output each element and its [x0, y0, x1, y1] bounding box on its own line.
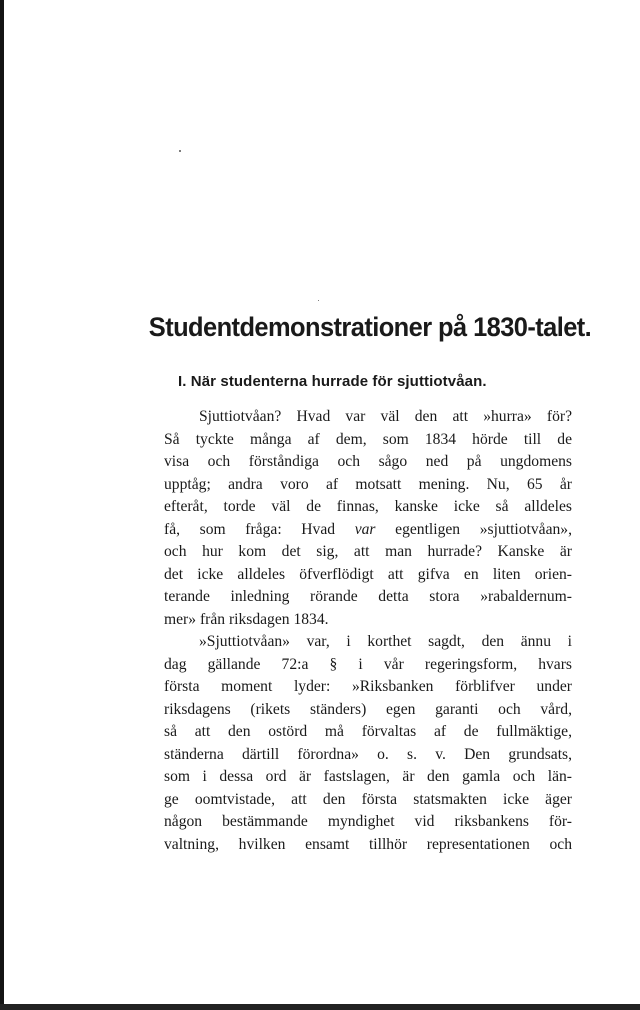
chapter-title: Studentdemonstrationer på 1830-talet.: [148, 312, 592, 342]
text-line: efteråt, torde väl de finnas, kanske icke så alldeles: [164, 498, 572, 515]
body-text: [164, 406, 572, 856]
text-line: riksdagens (rikets ständers) egen garanti och vård,: [164, 700, 572, 718]
text-line: ge oomtvistade, att den första statsmakten icke äger: [164, 790, 572, 808]
scan-bottom-edge: [0, 1004, 640, 1010]
text-line: Så tyckte många af dem, som 1834 hörde till de: [164, 430, 572, 448]
text-line: terande inledning rörande detta stora »rabaldernum-: [164, 588, 572, 605]
text-line: första moment lyder: »Riksbanken förblifver under: [164, 678, 572, 695]
text-line: dag gällande 72:a § i vår regeringsform, hvars: [164, 655, 572, 673]
section-heading: I. När studenterna hurrade för sjuttiotvåan.: [178, 373, 487, 390]
text-line: och hur kom det sig, att man hurrade? Kanske är: [164, 543, 572, 560]
text-line: visa och förståndiga och sågo ned på ungdomens: [164, 453, 572, 470]
text-line: valtning, hvilken ensamt tillhör representationen och: [164, 835, 572, 853]
paragraph: [164, 406, 572, 631]
text-line: så att den ostörd må förvaltas af de fullmäktige,: [164, 723, 572, 740]
text-line: som i dessa ord är fastslagen, är den gamla och län-: [164, 768, 572, 785]
scan-left-edge: [0, 0, 4, 1010]
text-line: någon bestämmande myndighet vid riksbankens för-: [164, 813, 572, 830]
text-line: mer» från riksdagen 1834.: [164, 610, 329, 628]
text-line: det icke alldeles öfverflödigt att gifva en liten orien-: [164, 565, 572, 583]
text-line: »Sjuttiotvåan» var, i korthet sagdt, den ännu i: [199, 633, 572, 650]
text-line: upptåg; andra voro af motsatt mening. Nu, 65 år: [164, 475, 572, 493]
text-line: ständerna därtill förordna» o. s. v. Den grundsats,: [164, 745, 572, 763]
scan-speck: [318, 300, 319, 301]
emphasis: var: [354, 520, 376, 538]
text-line: få, som fråga: Hvad var egentligen »sjuttiotvåan»,: [164, 520, 572, 538]
text-line: Sjuttiotvåan? Hvad var väl den att »hurra» för?: [199, 408, 572, 425]
paragraph: [164, 631, 572, 856]
scan-speck: [179, 150, 181, 152]
